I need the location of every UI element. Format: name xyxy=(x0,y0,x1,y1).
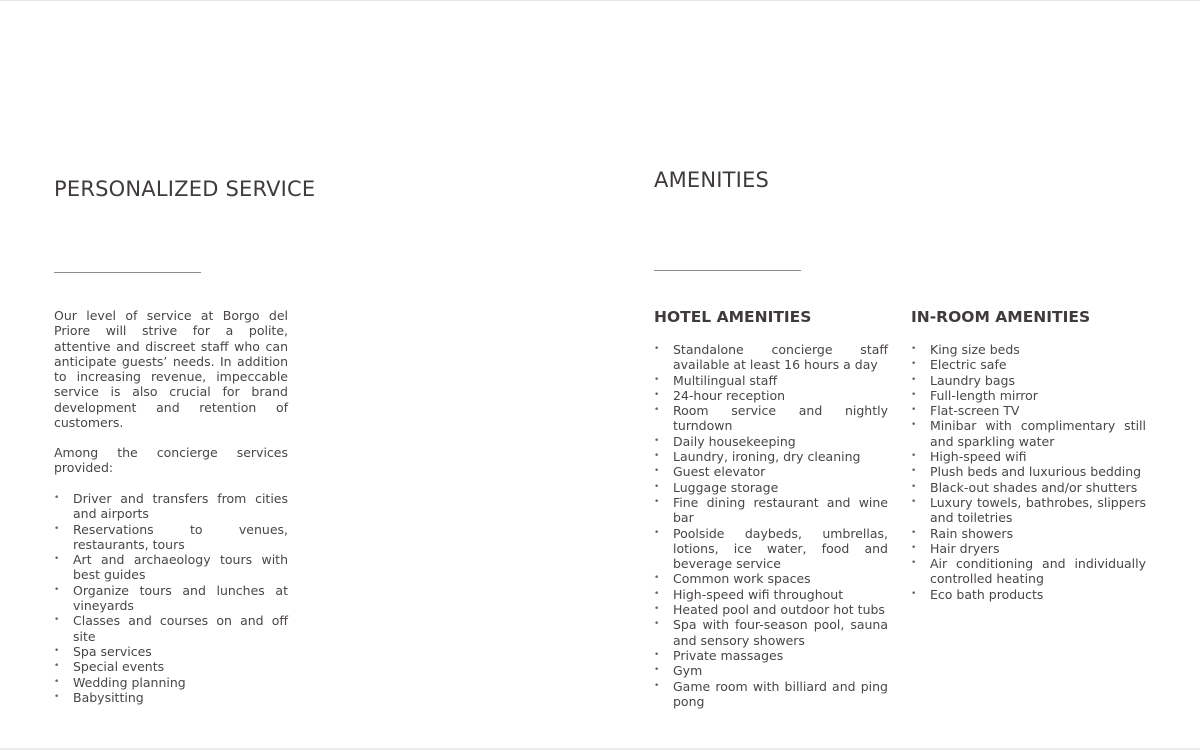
list-item: • Organize tours and lunches at vineyards xyxy=(54,583,288,614)
concierge-services-lead: Among the concierge services provided: xyxy=(54,445,288,476)
list-item: • Driver and transfers from cities and airports xyxy=(54,491,288,522)
list-item: • Guest elevator xyxy=(654,464,888,479)
list-item: • Luggage storage xyxy=(654,480,888,495)
list-item: • Wedding planning xyxy=(54,675,288,690)
list-item: • Babysitting xyxy=(54,690,288,705)
page-top-border xyxy=(0,0,1200,1)
list-item: • Rain showers xyxy=(911,526,1146,541)
concierge-services-list xyxy=(54,491,288,705)
list-item: • Electric safe xyxy=(911,357,1146,372)
amenities-title: AMENITIES xyxy=(654,168,770,192)
in-room-amenities-heading: IN-ROOM AMENITIES xyxy=(911,308,1091,326)
list-item: • Standalone concierge staff available at least 16 hours a day xyxy=(654,342,888,373)
list-item: • 24-hour reception xyxy=(654,388,888,403)
list-item: • Air conditioning and individually controlled heating xyxy=(911,556,1146,587)
hotel-amenities-list xyxy=(654,342,888,709)
amenities-divider xyxy=(654,270,801,271)
list-item: • Spa services xyxy=(54,644,288,659)
list-item: • Flat-screen TV xyxy=(911,403,1146,418)
list-item: • High-speed wifi xyxy=(911,449,1146,464)
list-item: • Black-out shades and/or shutters xyxy=(911,480,1146,495)
list-item: • High-speed wifi throughout xyxy=(654,587,888,602)
list-item: • Private massages xyxy=(654,648,888,663)
list-item: • Minibar with complimentary still and sparkling water xyxy=(911,418,1146,449)
personalized-service-divider xyxy=(54,272,201,273)
hotel-amenities-heading: HOTEL AMENITIES xyxy=(654,308,812,326)
list-item: • Special events xyxy=(54,659,288,674)
list-item: • Common work spaces xyxy=(654,571,888,586)
list-item: • Plush beds and luxurious bedding xyxy=(911,464,1146,479)
list-item: • Full-length mirror xyxy=(911,388,1146,403)
list-item: • Heated pool and outdoor hot tubs xyxy=(654,602,888,617)
list-item: • King size beds xyxy=(911,342,1146,357)
list-item: • Art and archaeology tours with best guides xyxy=(54,552,288,583)
personalized-service-title: PERSONALIZED SERVICE xyxy=(54,177,316,201)
list-item: • Spa with four-season pool, sauna and sensory showers xyxy=(654,617,888,648)
list-item: • Reservations to venues, restaurants, tours xyxy=(54,522,288,553)
list-item: • Gym xyxy=(654,663,888,678)
list-item: • Game room with billiard and ping pong xyxy=(654,679,888,710)
list-item: • Daily housekeeping xyxy=(654,434,888,449)
list-item: • Laundry, ironing, dry cleaning xyxy=(654,449,888,464)
list-item: • Eco bath products xyxy=(911,587,1146,602)
list-item: • Luxury towels, bathrobes, slippers and toiletries xyxy=(911,495,1146,526)
personalized-service-intro: Our level of service at Borgo del Priore will strive for a polite, attentive and discreet staff who can anticipate guests’ needs. In addition to increasing revenue, impeccable service is also crucial for brand development and retention of customers. xyxy=(54,308,288,431)
list-item: • Classes and courses on and off site xyxy=(54,613,288,644)
list-item: • Hair dryers xyxy=(911,541,1146,556)
list-item: • Room service and nightly turndown xyxy=(654,403,888,434)
list-item: • Laundry bags xyxy=(911,373,1146,388)
list-item: • Fine dining restaurant and wine bar xyxy=(654,495,888,526)
list-item: • Poolside daybeds, umbrellas, lotions, ice water, food and beverage service xyxy=(654,526,888,572)
in-room-amenities-list xyxy=(911,342,1146,602)
list-item: • Multilingual staff xyxy=(654,373,888,388)
